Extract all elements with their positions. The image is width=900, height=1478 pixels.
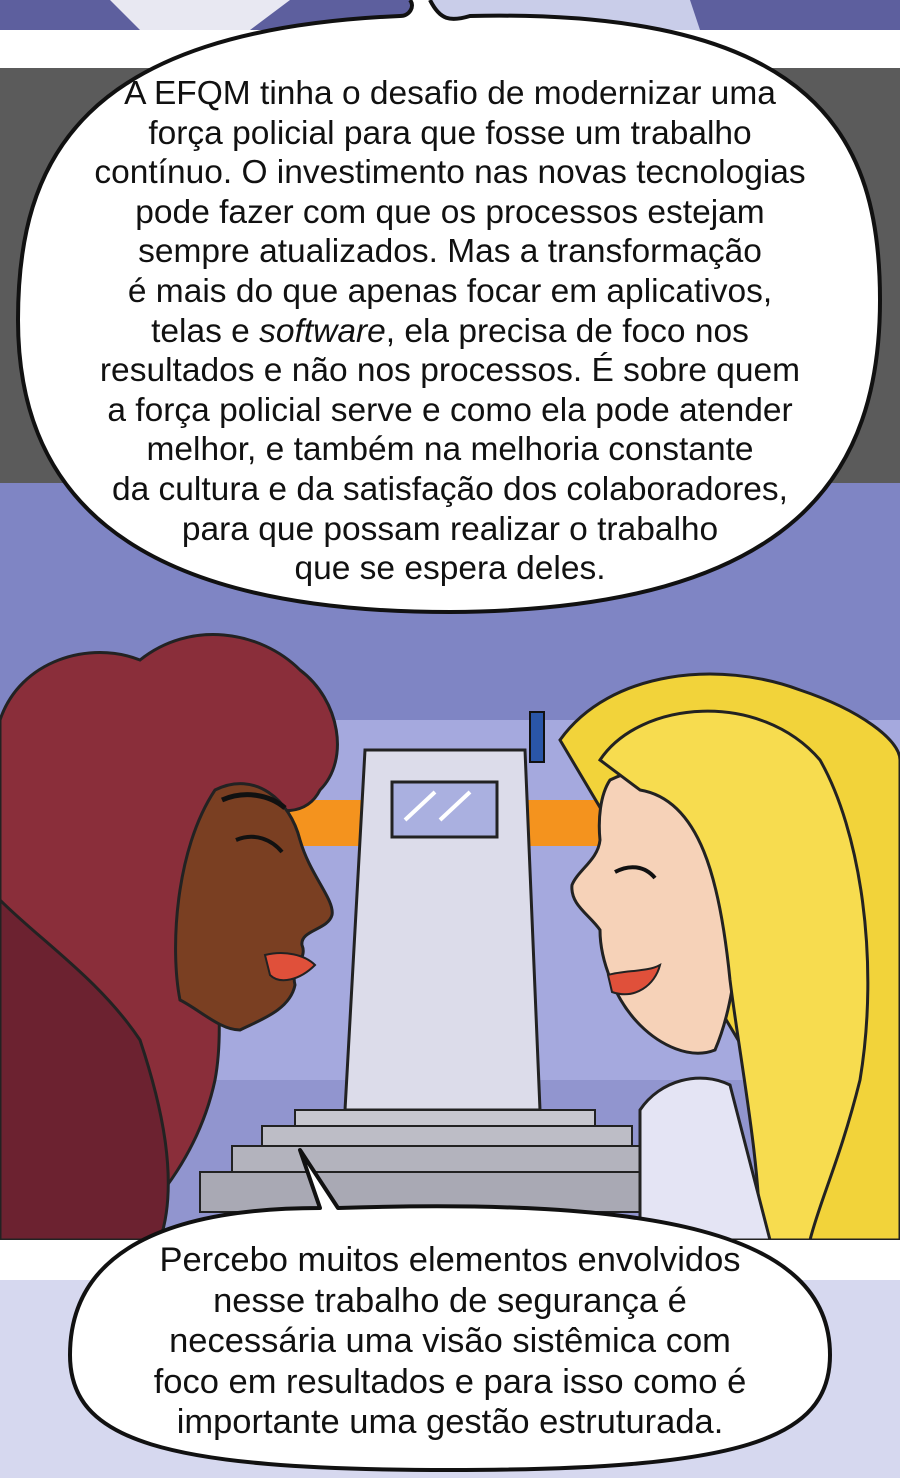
stair-step	[295, 1110, 595, 1126]
top-bubble-line: que se espera deles.	[294, 550, 606, 588]
top-bubble-line: para que possam realizar o trabalho	[181, 510, 719, 548]
top-bubble-line	[30, 312, 870, 352]
top-bubble-line: força policial para que fosse um trabalho	[148, 114, 752, 152]
bottom-bubble-line: Percebo muitos elementos envolvidos	[159, 1241, 741, 1279]
ceiling-sign	[530, 712, 544, 762]
top-bubble-line: resultados e não nos processos. É sobre quem	[99, 352, 801, 390]
bottom-bubble-line: importante uma gestão estruturada.	[176, 1403, 724, 1442]
top-bubble-line: a força policial serve e como ela pode atender	[107, 391, 793, 429]
stair-step	[232, 1146, 672, 1172]
top-bubble-line: é mais do que apenas focar em aplicativos,	[127, 272, 773, 310]
top-bubble-line: melhor, e também na melhoria constante	[146, 431, 754, 469]
bottom-bubble-line: necessária uma visão sistêmica com	[169, 1322, 731, 1361]
top-bubble-line: sempre atualizados. Mas a transformação	[138, 233, 762, 271]
top-bubble-fragment: telas e	[151, 312, 260, 350]
top-bubble-text	[30, 74, 870, 589]
monolith-window	[392, 782, 497, 837]
top-bubble-line: A EFQM tinha o desafio de modernizar uma	[124, 75, 776, 112]
top-bubble-line: pode fazer com que os processos estejam	[135, 193, 765, 231]
bottom-bubble-line: nesse trabalho de segurança é	[213, 1281, 687, 1320]
top-bubble-line: contínuo. O investimento nas novas tecnologias	[94, 154, 806, 192]
stair-step	[262, 1126, 632, 1146]
top-bubble-line: da cultura e da satisfação dos colaboradores,	[111, 470, 788, 508]
top-bubble-italic-word: software	[259, 312, 386, 350]
bottom-bubble-text	[90, 1240, 810, 1443]
top-bubble-fragment: , ela precisa de foco nos	[385, 312, 749, 350]
bottom-bubble-line: foco em resultados e para isso como é	[153, 1362, 747, 1401]
